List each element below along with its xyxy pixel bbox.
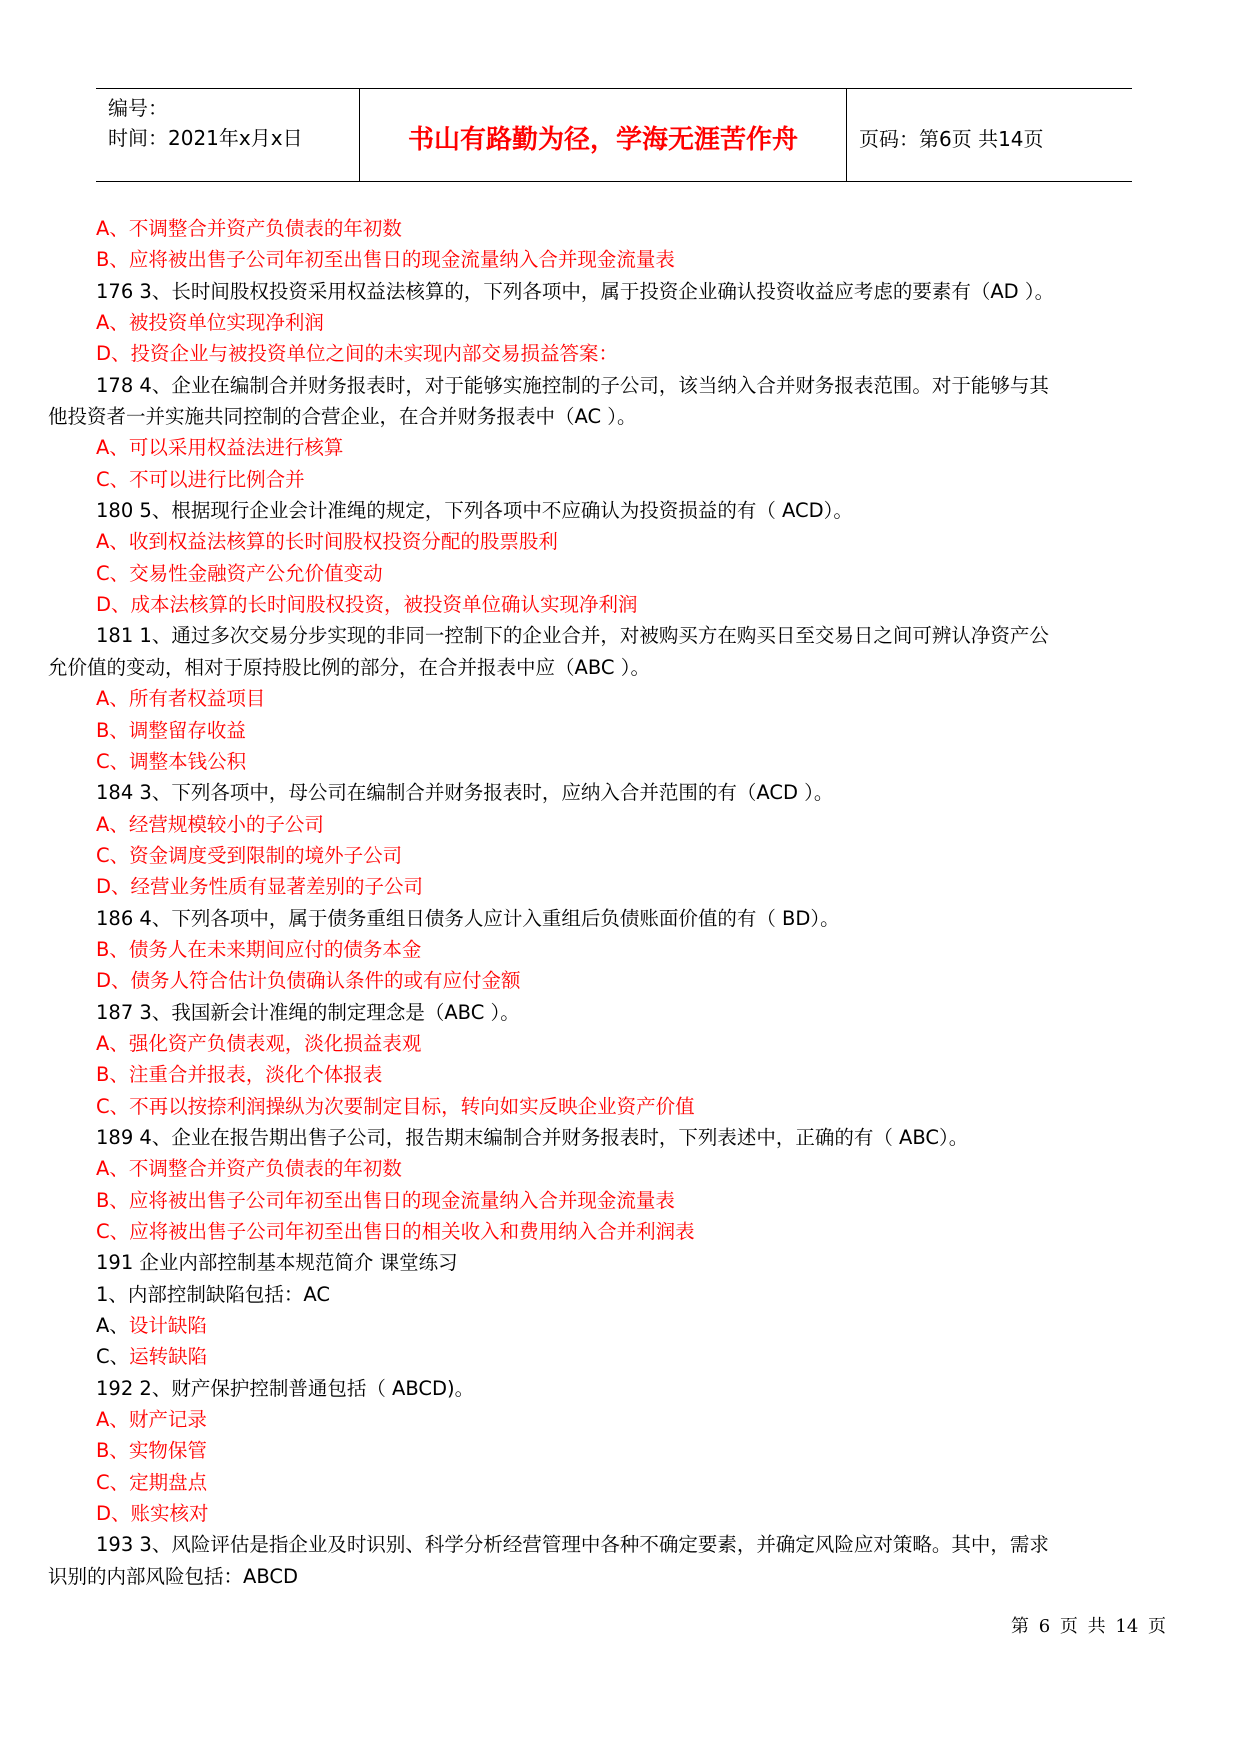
question-line: 192 2、财产保护控制普通包括（ ABCD)。 <box>96 1376 475 1400</box>
answer-option-line: B、债务人在未来期间应付的债务本金 <box>96 937 422 961</box>
answer-option-line: D、账实核对 <box>96 1502 209 1526</box>
answer-option-line: A、所有者权益项目 <box>96 687 266 711</box>
answer-option-line <box>96 1341 1176 1372</box>
answer-option-line <box>96 1310 1176 1341</box>
document-header <box>96 88 1132 182</box>
option-label: C、 <box>96 1345 130 1369</box>
question-line: 184 3、下列各项中，母公司在编制合并财务报表时，应纳入合并范围的有（ACD ）。 <box>96 781 834 805</box>
answer-option-line: D、投资企业与被投资单位之间的未实现内部交易损益答案： <box>96 342 619 366</box>
answer-option-line: A、收到权益法核算的长时间股权投资分配的股票股利 <box>96 530 558 554</box>
header-motto: 书山有路勤为径，学海无涯苦作舟 <box>360 89 847 181</box>
question-line: 193 3、风险评估是指企业及时识别、科学分析经营管理中各种不确定要素，并确定风险应对策略。其中，需求 <box>96 1533 1049 1557</box>
answer-option-line: B、应将被出售子公司年初至出售日的现金流量纳入合并现金流量表 <box>96 1188 675 1212</box>
answer-option-line: C、不再以按捺利润操纵为次要制定目标，转向如实反映企业资产价值 <box>96 1094 695 1118</box>
question-line: 180 5、根据现行企业会计准绳的规定，下列各项中不应确认为投资损益的有（ ACD）。 <box>96 499 853 523</box>
question-line: 178 4、企业在编制合并财务报表时，对于能够实施控制的子公司，该当纳入合并财务报表范围。对于能够与其 <box>96 373 1049 397</box>
option-text: 运转缺陷 <box>129 1345 208 1369</box>
header-page-number: 页码：第6页 共14页 <box>859 126 1044 151</box>
answer-option-line: D、成本法核算的长时间股权投资，被投资单位确认实现净利润 <box>96 593 638 617</box>
question-line: 他投资者一并实施共同控制的合营企业，在合并财务报表中（AC ）。 <box>48 405 637 429</box>
answer-option-line: B、应将被出售子公司年初至出售日的现金流量纳入合并现金流量表 <box>96 248 675 272</box>
question-line: 176 3、长时间股权投资采用权益法核算的，下列各项中，属于投资企业确认投资收益应考虑的要素有（AD ）。 <box>96 279 1055 303</box>
question-line: 允价值的变动，相对于原持股比例的部分，在合并报表中应（ABC ）。 <box>48 655 650 679</box>
answer-option-line: D、经营业务性质有显著差别的子公司 <box>96 875 424 899</box>
document-body <box>48 213 1176 1592</box>
answer-option-line: C、不可以进行比例合并 <box>96 467 305 491</box>
answer-option-line: C、交易性金融资产公允价值变动 <box>96 561 383 585</box>
question-line: 181 1、通过多次交易分步实现的非同一控制下的企业合并，对被购买方在购买日至交易日之间可辨认净资产公 <box>96 624 1049 648</box>
document-time-label: 时间：2021年x月x日 <box>108 126 303 150</box>
question-line: 186 4、下列各项中，属于债务重组日债务人应计入重组后负债账面价值的有（ BD）。 <box>96 906 840 930</box>
answer-option-line: C、调整本钱公积 <box>96 749 247 773</box>
answer-option-line: A、可以采用权益法进行核算 <box>96 436 344 460</box>
answer-option-line: A、强化资产负债表观，淡化损益表观 <box>96 1031 422 1055</box>
answer-option-line: C、资金调度受到限制的境外子公司 <box>96 843 403 867</box>
answer-option-line: B、注重合并报表，淡化个体报表 <box>96 1063 383 1087</box>
answer-option-line: A、被投资单位实现净利润 <box>96 311 324 335</box>
question-line: 189 4、企业在报告期出售子公司，报告期末编制合并财务报表时，下列表述中，正确的有（ ABC）。 <box>96 1125 969 1149</box>
option-label: A、 <box>96 1314 129 1338</box>
answer-option-line: D、债务人符合估计负债确认条件的或有应付金额 <box>96 969 521 993</box>
question-line: 187 3、我国新会计准绳的制定理念是（ABC ）。 <box>96 1000 520 1024</box>
document-number-label: 编号： <box>108 96 168 120</box>
header-meta-cell <box>96 89 360 181</box>
option-text: 设计缺陷 <box>128 1314 207 1338</box>
answer-option-line: C、定期盘点 <box>96 1470 208 1494</box>
answer-option-line: C、应将被出售子公司年初至出售日的相关收入和费用纳入合并利润表 <box>96 1220 695 1243</box>
answer-option-line: A、经营规模较小的子公司 <box>96 812 324 836</box>
question-line: 191 企业内部控制基本规范简介 课堂练习 <box>96 1251 458 1275</box>
page-footer: 第 6 页 共 14 页 <box>1011 1616 1166 1637</box>
answer-option-line: A、不调整合并资产负债表的年初数 <box>96 217 402 240</box>
answer-option-line: B、调整留存收益 <box>96 718 246 742</box>
answer-option-line: A、不调整合并资产负债表的年初数 <box>96 1157 402 1181</box>
answer-option-line: B、实物保管 <box>96 1439 207 1463</box>
question-line: 1、内部控制缺陷包括：AC <box>96 1282 331 1306</box>
answer-option-line: A、财产记录 <box>96 1408 207 1432</box>
question-line: 识别的内部风险包括：ABCD <box>48 1564 299 1588</box>
